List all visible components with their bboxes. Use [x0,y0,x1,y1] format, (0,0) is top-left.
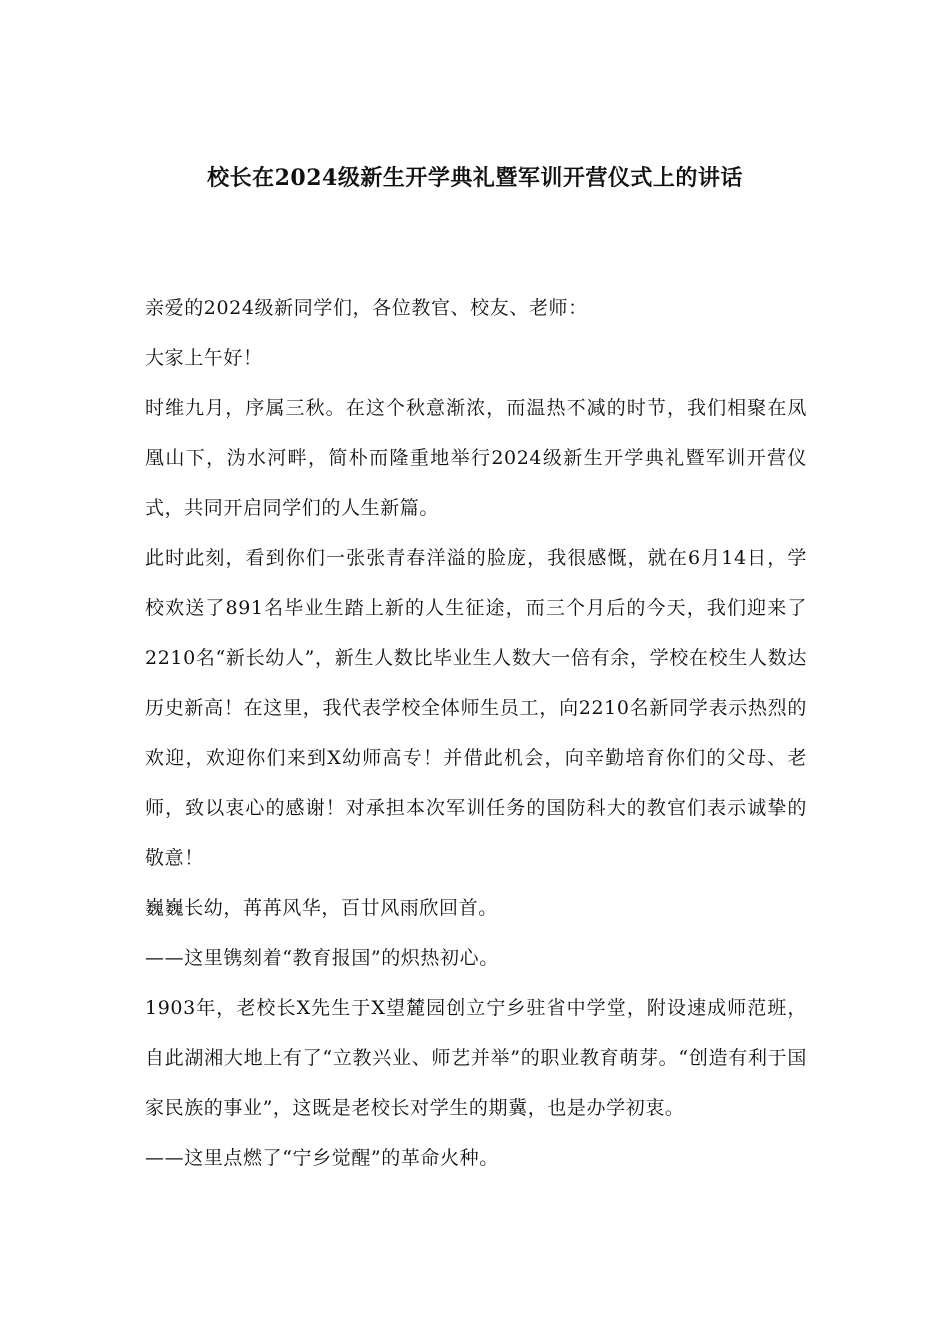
paragraph-opening: 时维九月，序属三秋。在这个秋意渐浓，而温热不减的时节，我们相聚在凤凰山下，沩水河畔，简朴而隆重地举行2024级新生开学典礼暨军训开营仪式，共同开启同学们的人生新篇。 [145,397,807,519]
paragraph-section-education: ——这里镌刻着“教育报国”的炽热初心。 [145,947,499,969]
document-body [145,283,807,1183]
paragraph-founding: 1903年，老校长X先生于X望麓园创立宁乡驻省中学堂，附设速成师范班，自此湖湘大地上有了“立教兴业、师艺并举”的职业教育萌芽。“创造有利于国家民族的事业”，这既是老校长对学生的期冀，也是办学初衷。 [145,997,807,1119]
document-title: 校长在2024级新生开学典礼暨军训开营仪式上的讲话 [207,165,743,191]
paragraph-section-revolution: ——这里点燃了“宁乡觉醒”的革命火种。 [145,1147,499,1169]
paragraph-hello: 大家上午好！ [145,347,263,369]
paragraph-history-heading: 巍巍长幼，苒苒风华，百廿风雨欣回首。 [145,897,498,919]
paragraph-welcome: 此时此刻，看到你们一张张青春洋溢的脸庞，我很感慨，就在6月14日，学校欢送了891名毕业生踏上新的人生征途，而三个月后的今天，我们迎来了2210名“新长幼人”，新生人数比毕业生人数大一倍有余，学校在校生人数达历史新高！在这里，我代表学校全体师生员工，向2210名新同学表示热烈的欢迎，欢迎你们来到X幼师高专！并借此机会，向辛勤培育你们的父母、老师，致以衷心的感谢！对承担本次军训任务的国防科大的教官们表示诚挚的敬意！ [145,547,807,869]
paragraph-greeting: 亲爱的2024级新同学们，各位教官、校友、老师： [145,297,588,319]
